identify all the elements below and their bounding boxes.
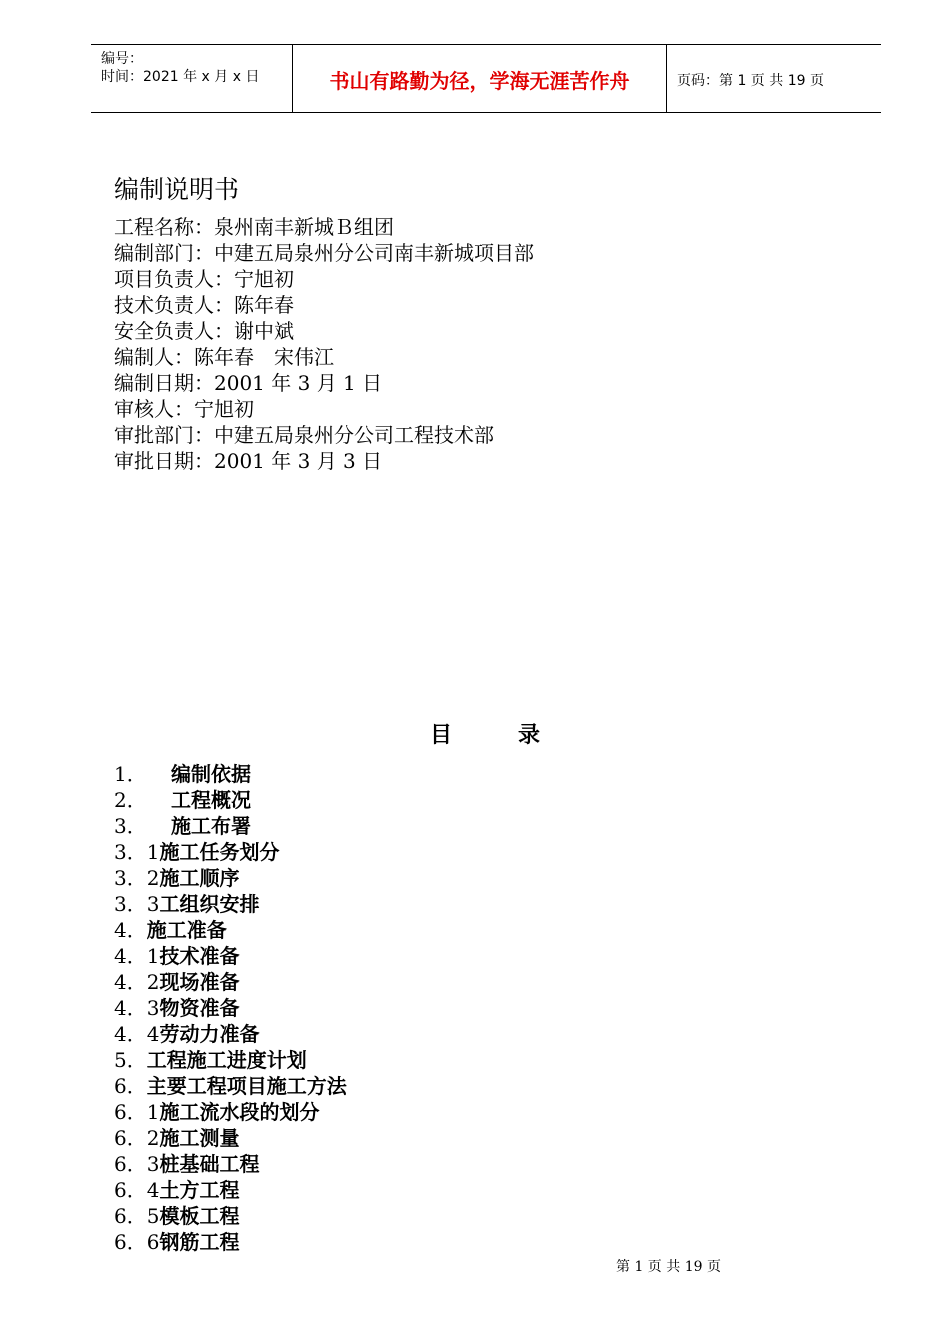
toc-item[interactable]: [114, 1177, 347, 1203]
page-header: [91, 44, 881, 113]
toc-item-number: 4．: [114, 918, 147, 942]
cover-info-list: [114, 214, 534, 474]
header-page-cell: [667, 45, 881, 112]
time-label: 时间：2021 年 x 月 x 日: [101, 69, 260, 85]
info-line: 编制人：陈年春 宋伟江: [114, 345, 334, 369]
toc-item-label: 施工流水段的划分: [159, 1100, 320, 1124]
info-line: 编制部门：中建五局泉州分公司南丰新城项目部: [114, 241, 534, 265]
page-info: 页码：第 1 页 共 19 页: [677, 73, 824, 89]
toc-item-number: 3．3: [114, 892, 160, 916]
toc-item-label: 劳动力准备: [159, 1022, 260, 1046]
toc-item-label: 钢筋工程: [159, 1230, 240, 1254]
toc-item-number: 1．: [114, 762, 147, 786]
info-line: 审核人：宁旭初: [114, 397, 254, 421]
code-label: 编号：: [101, 51, 143, 67]
toc-title: 目 录: [430, 723, 541, 748]
toc-item[interactable]: [114, 1203, 347, 1229]
toc-item[interactable]: [114, 839, 347, 865]
toc-item[interactable]: [114, 995, 347, 1021]
toc-item-number: 3．2: [114, 866, 160, 890]
info-line: 审批日期：2001 年 3 月 3 日: [114, 449, 383, 473]
toc-item-label: 工程概况: [171, 788, 251, 812]
info-line: 安全负责人：谢中斌: [114, 319, 294, 343]
toc-item[interactable]: [114, 813, 347, 839]
toc-item-number: 6．3: [114, 1152, 160, 1176]
toc-item-label: 施工任务划分: [159, 840, 280, 864]
info-line: 技术负责人：陈年春: [114, 293, 294, 317]
toc-item-number: 3．: [114, 814, 147, 838]
toc-item[interactable]: [114, 917, 347, 943]
toc-item-number: 3．1: [114, 840, 160, 864]
toc-item-number: 5．: [114, 1048, 147, 1072]
toc-item-label: 物资准备: [159, 996, 240, 1020]
info-line: 编制日期：2001 年 3 月 1 日: [114, 371, 383, 395]
toc-item-number: 4．4: [114, 1022, 160, 1046]
toc-item-label: 施工顺序: [159, 866, 240, 890]
toc-item-label: 桩基础工程: [159, 1152, 260, 1176]
toc-item-number: 2．: [114, 788, 147, 812]
toc-item-label: 现场准备: [159, 970, 240, 994]
toc-item-label: 工组织安排: [159, 892, 260, 916]
toc-item-number: 6．5: [114, 1204, 160, 1228]
toc-item[interactable]: [114, 787, 347, 813]
toc-item[interactable]: [114, 891, 347, 917]
toc-item[interactable]: [114, 1021, 347, 1047]
toc-item-label: 主要工程项目施工方法: [146, 1074, 347, 1098]
info-line: 审批部门：中建五局泉州分公司工程技术部: [114, 423, 494, 447]
toc-item-number: 4．3: [114, 996, 160, 1020]
document-title: 编制说明书: [114, 175, 240, 204]
toc-item-number: 6．1: [114, 1100, 160, 1124]
table-of-contents: [114, 761, 347, 1255]
motto-text: 书山有路勤为径，学海无涯苦作舟: [329, 69, 630, 93]
toc-item-number: 4．1: [114, 944, 160, 968]
toc-item-number: 6．6: [114, 1230, 160, 1254]
toc-item-label: 工程施工进度计划: [146, 1048, 307, 1072]
header-motto-cell: [293, 45, 667, 112]
toc-item-label: 施工布署: [171, 814, 251, 838]
toc-item-label: 模板工程: [159, 1204, 240, 1228]
toc-item[interactable]: [114, 1151, 347, 1177]
info-line: 项目负责人：宁旭初: [114, 267, 294, 291]
info-line: 工程名称：泉州南丰新城Ｂ组团: [114, 215, 394, 239]
toc-item-number: 6．4: [114, 1178, 160, 1202]
toc-item-number: 6．2: [114, 1126, 160, 1150]
toc-item[interactable]: [114, 1099, 347, 1125]
toc-item-label: 编制依据: [171, 762, 251, 786]
toc-item[interactable]: [114, 865, 347, 891]
toc-item-label: 技术准备: [159, 944, 240, 968]
header-meta-cell: [91, 45, 293, 112]
toc-item-number: 4．2: [114, 970, 160, 994]
toc-item-label: 施工准备: [146, 918, 227, 942]
toc-item-label: 土方工程: [159, 1178, 240, 1202]
toc-item-number: 6．: [114, 1074, 147, 1098]
page-footer: 第 1 页 共 19 页: [616, 1259, 721, 1275]
toc-item[interactable]: [114, 943, 347, 969]
toc-item[interactable]: [114, 1229, 347, 1255]
toc-item[interactable]: [114, 1125, 347, 1151]
toc-item[interactable]: [114, 761, 347, 787]
toc-item[interactable]: [114, 1047, 347, 1073]
toc-item-label: 施工测量: [159, 1126, 240, 1150]
toc-item[interactable]: [114, 1073, 347, 1099]
toc-item[interactable]: [114, 969, 347, 995]
